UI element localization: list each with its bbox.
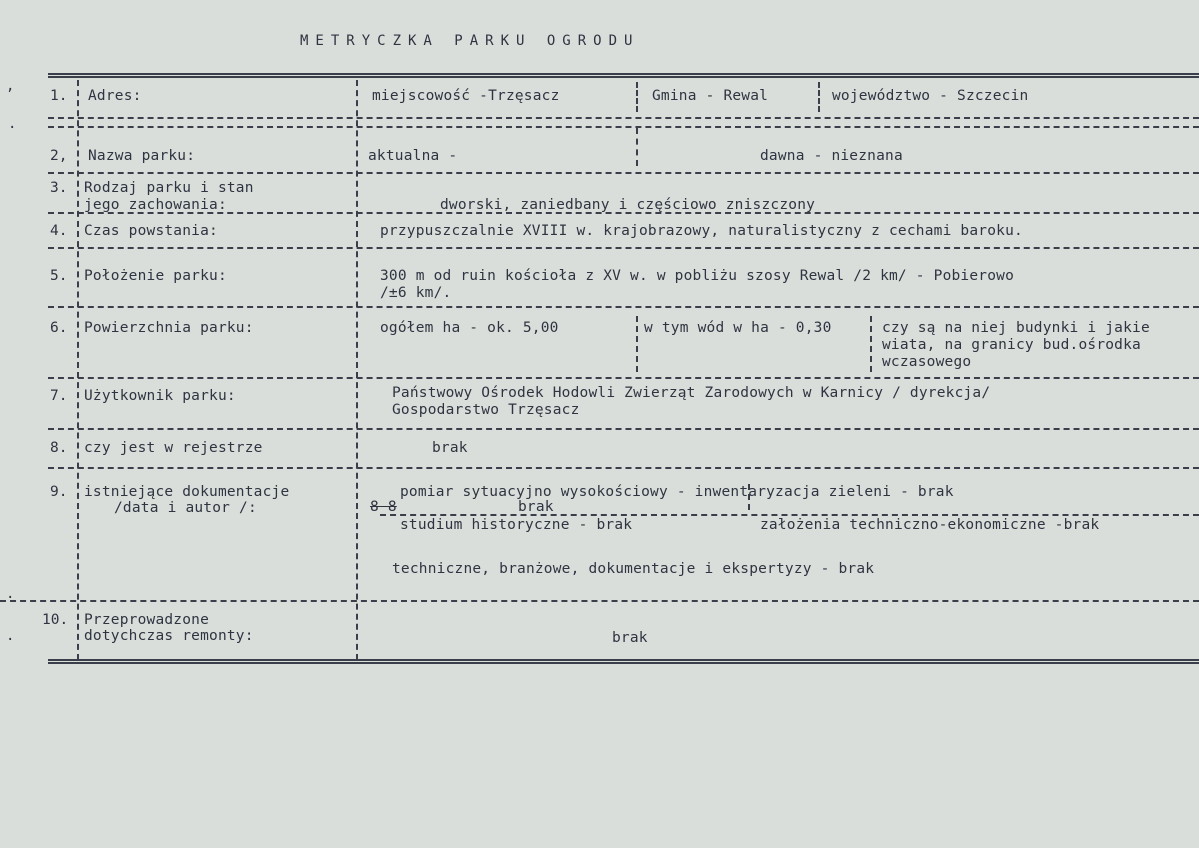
- cell-rule: [870, 316, 872, 372]
- struck-text: 8 8: [370, 499, 397, 515]
- row-rule: [48, 428, 1199, 430]
- row-number: 7.: [50, 388, 68, 404]
- cell-text: brak: [432, 440, 468, 456]
- row-label: dotychczas remonty:: [84, 628, 254, 644]
- cell-text: miejscowość -Trzęsacz: [372, 88, 560, 104]
- row-rule: [48, 306, 1199, 308]
- cell-text: 300 m od ruin kościoła z XV w. w pobliżu szosy Rewal /2 km/ - Pobierowo: [380, 268, 1015, 284]
- cell-text: studium historyczne - brak: [400, 517, 633, 533]
- cell-text: ogółem ha - ok. 5,00: [380, 320, 559, 336]
- margin-mark: ·: [8, 120, 17, 136]
- margin-mark: ·: [6, 632, 15, 648]
- row-label: Rodzaj parku i stan: [84, 180, 254, 196]
- row-rule: [48, 467, 1199, 469]
- cell-rule: [636, 316, 638, 372]
- row-number: 3.: [50, 180, 68, 196]
- row-number: 8.: [50, 440, 68, 456]
- row-label: Położenie parku:: [84, 268, 227, 284]
- row-rule: [48, 172, 1199, 174]
- margin-mark: ,: [6, 78, 15, 94]
- cell-text: aktualna -: [368, 148, 458, 164]
- cell-text: czy są na niej budynki i jakie: [882, 320, 1150, 336]
- table-bottom-rule: [48, 659, 1199, 664]
- row-number: 9.: [50, 484, 68, 500]
- cell-rule: [818, 82, 820, 112]
- row-number: 4.: [50, 223, 68, 239]
- row-rule: [48, 126, 1199, 128]
- row-label: Przeprowadzone: [84, 612, 210, 628]
- row-number: 10.: [42, 612, 69, 628]
- cell-rule: [636, 82, 638, 112]
- row-label: czy jest w rejestrze: [84, 440, 263, 456]
- margin-mark: ·: [6, 590, 15, 606]
- table-top-rule: [48, 73, 1199, 78]
- cell-text: brak: [518, 499, 554, 515]
- row-label: Adres:: [88, 88, 142, 104]
- cell-rule: [636, 128, 638, 166]
- cell-text: wczasowego: [882, 354, 972, 370]
- row-number: 2,: [50, 148, 68, 164]
- row-label: Powierzchnia parku:: [84, 320, 254, 336]
- cell-text: dawna - nieznana: [760, 148, 903, 164]
- row-label: istniejące dokumentacje: [84, 484, 290, 500]
- cell-text: w tym wód w ha - 0,30: [644, 320, 832, 336]
- row-label: jego zachowania:: [84, 197, 227, 213]
- cell-text: wiata, na granicy bud.ośrodka: [882, 337, 1141, 353]
- row-rule: [48, 377, 1199, 379]
- cell-text: Gmina - Rewal: [652, 88, 769, 104]
- cell-text: /±6 km/.: [380, 285, 452, 301]
- row-number: 6.: [50, 320, 68, 336]
- row-rule: [380, 514, 1199, 516]
- cell-text: brak: [612, 630, 648, 646]
- cell-text: przypuszczalnie XVIII w. krajobrazowy, naturalistyczny z cechami baroku.: [380, 223, 1023, 239]
- row-label: Czas powstania:: [84, 223, 218, 239]
- cell-text: techniczne, branżowe, dokumentacje i ekspertyzy - brak: [392, 561, 875, 577]
- cell-text: pomiar sytuacyjno wysokościowy - inwentaryzacja zieleni - brak: [400, 484, 954, 500]
- cell-text: województwo - Szczecin: [832, 88, 1029, 104]
- row-number: 5.: [50, 268, 68, 284]
- row-label: /data i autor /:: [114, 500, 257, 516]
- row-label: Użytkownik parku:: [84, 388, 236, 404]
- cell-text: założenia techniczno-ekonomiczne -brak: [760, 517, 1100, 533]
- cell-text: Państwowy Ośrodek Hodowli Zwierząt Zarodowych w Karnicy / dyrekcja/: [392, 385, 991, 401]
- row-number: 1.: [50, 88, 68, 104]
- cell-text: Gospodarstwo Trzęsacz: [392, 402, 580, 418]
- label-column-rule: [356, 80, 358, 660]
- row-rule: [48, 117, 1199, 119]
- row-rule: [48, 247, 1199, 249]
- cell-text: dworski, zaniedbany i częściowo zniszczony: [440, 197, 816, 213]
- row-label: Nazwa parku:: [88, 148, 196, 164]
- page-title: METRYCZKA PARKU OGRODU: [300, 33, 640, 49]
- number-column-rule: [77, 80, 79, 660]
- row-rule: [0, 600, 1199, 602]
